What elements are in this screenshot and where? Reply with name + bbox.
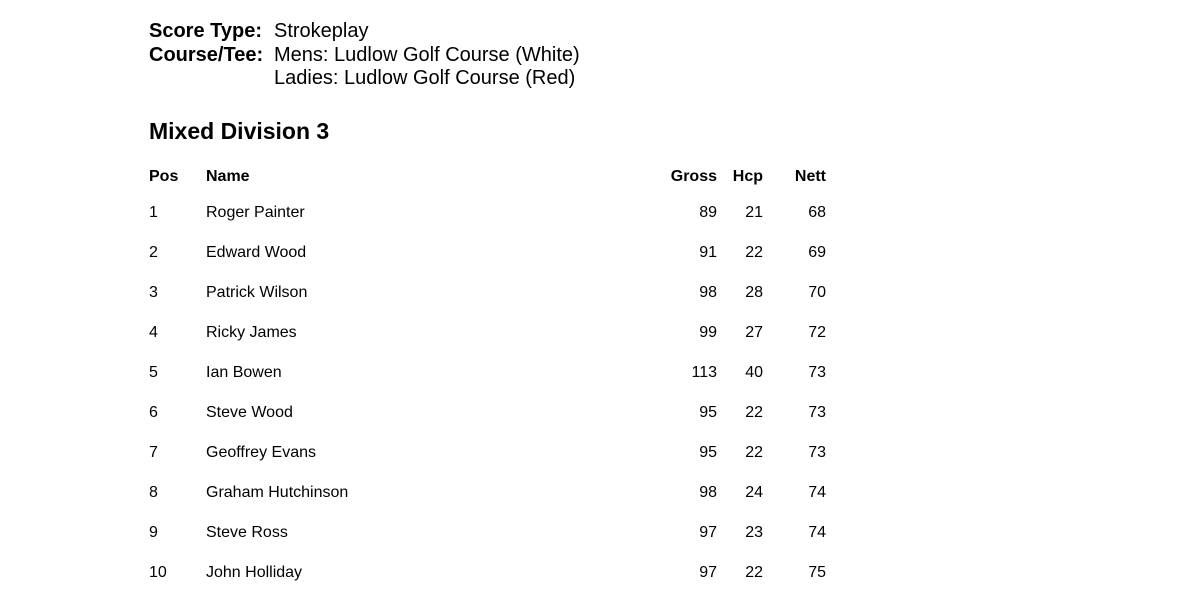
score-type-label: Score Type: bbox=[149, 20, 262, 42]
score-type-row bbox=[149, 20, 580, 44]
hcp-cell: 22 bbox=[745, 444, 763, 461]
nett-cell: 73 bbox=[808, 444, 826, 461]
pos-cell: 4 bbox=[149, 324, 158, 341]
nett-cell: 70 bbox=[808, 284, 826, 301]
hcp-cell: 22 bbox=[745, 404, 763, 421]
table-row bbox=[0, 363, 1200, 403]
column-header-name: Name bbox=[206, 168, 250, 185]
hcp-cell: 24 bbox=[745, 484, 763, 501]
course-ladies-spacer bbox=[149, 67, 274, 91]
hcp-cell: 40 bbox=[745, 364, 763, 381]
gross-cell: 98 bbox=[699, 284, 717, 301]
results-table-body bbox=[0, 203, 1200, 603]
table-row bbox=[0, 323, 1200, 363]
table-row bbox=[0, 563, 1200, 603]
name-cell: Geoffrey Evans bbox=[206, 444, 316, 461]
name-cell: Patrick Wilson bbox=[206, 284, 308, 301]
nett-cell: 72 bbox=[808, 324, 826, 341]
hcp-cell: 23 bbox=[745, 524, 763, 541]
pos-cell: 1 bbox=[149, 204, 158, 221]
gross-cell: 97 bbox=[699, 524, 717, 541]
pos-cell: 10 bbox=[149, 564, 167, 581]
table-row bbox=[0, 243, 1200, 283]
table-row bbox=[0, 523, 1200, 563]
gross-cell: 99 bbox=[699, 324, 717, 341]
pos-cell: 6 bbox=[149, 404, 158, 421]
nett-cell: 74 bbox=[808, 484, 826, 501]
hcp-cell: 22 bbox=[745, 244, 763, 261]
table-row bbox=[0, 403, 1200, 443]
column-header-nett: Nett bbox=[794, 168, 826, 185]
gross-cell: 98 bbox=[699, 484, 717, 501]
name-cell: Ricky James bbox=[206, 324, 297, 341]
column-header-pos: Pos bbox=[149, 168, 179, 185]
name-cell: Roger Painter bbox=[206, 204, 305, 221]
gross-cell: 97 bbox=[699, 564, 717, 581]
course-ladies-row bbox=[149, 67, 580, 91]
gross-cell: 91 bbox=[699, 244, 717, 261]
name-cell: Edward Wood bbox=[206, 244, 307, 261]
nett-cell: 74 bbox=[808, 524, 826, 541]
course-ladies-value: Ladies: Ludlow Golf Course (Red) bbox=[274, 67, 576, 89]
hcp-cell: 22 bbox=[745, 564, 763, 581]
division-title: Mixed Division 3 bbox=[149, 118, 330, 144]
table-row bbox=[0, 443, 1200, 483]
nett-cell: 68 bbox=[808, 204, 826, 221]
nett-cell: 69 bbox=[808, 244, 826, 261]
hcp-cell: 28 bbox=[745, 284, 763, 301]
pos-cell: 7 bbox=[149, 444, 158, 461]
name-cell: John Holliday bbox=[206, 564, 303, 581]
gross-cell: 89 bbox=[699, 204, 717, 221]
pos-cell: 9 bbox=[149, 524, 158, 541]
course-tee-label: Course/Tee: bbox=[149, 43, 264, 66]
name-cell: Ian Bowen bbox=[206, 364, 282, 381]
score-type-value: Strokeplay bbox=[274, 20, 369, 42]
nett-cell: 73 bbox=[808, 364, 826, 381]
table-row bbox=[0, 283, 1200, 323]
column-header-gross: Gross bbox=[670, 168, 717, 185]
gross-cell: 113 bbox=[691, 364, 717, 381]
course-tee-row bbox=[149, 44, 580, 68]
gross-cell: 95 bbox=[699, 404, 717, 421]
hcp-cell: 27 bbox=[745, 324, 763, 341]
nett-cell: 73 bbox=[808, 404, 826, 421]
course-mens-value: Mens: Ludlow Golf Course (White) bbox=[274, 43, 580, 66]
pos-cell: 8 bbox=[149, 484, 158, 501]
hcp-cell: 21 bbox=[745, 204, 763, 221]
name-cell: Steve Ross bbox=[206, 524, 288, 541]
pos-cell: 5 bbox=[149, 364, 158, 381]
name-cell: Steve Wood bbox=[206, 404, 293, 421]
gross-cell: 95 bbox=[699, 444, 717, 461]
table-row bbox=[0, 203, 1200, 243]
column-header-hcp: Hcp bbox=[732, 168, 763, 185]
results-table-header bbox=[0, 168, 1200, 190]
name-cell: Graham Hutchinson bbox=[206, 484, 349, 501]
competition-header bbox=[149, 20, 580, 91]
pos-cell: 3 bbox=[149, 284, 158, 301]
nett-cell: 75 bbox=[808, 564, 826, 581]
table-row bbox=[0, 483, 1200, 523]
pos-cell: 2 bbox=[149, 244, 158, 261]
